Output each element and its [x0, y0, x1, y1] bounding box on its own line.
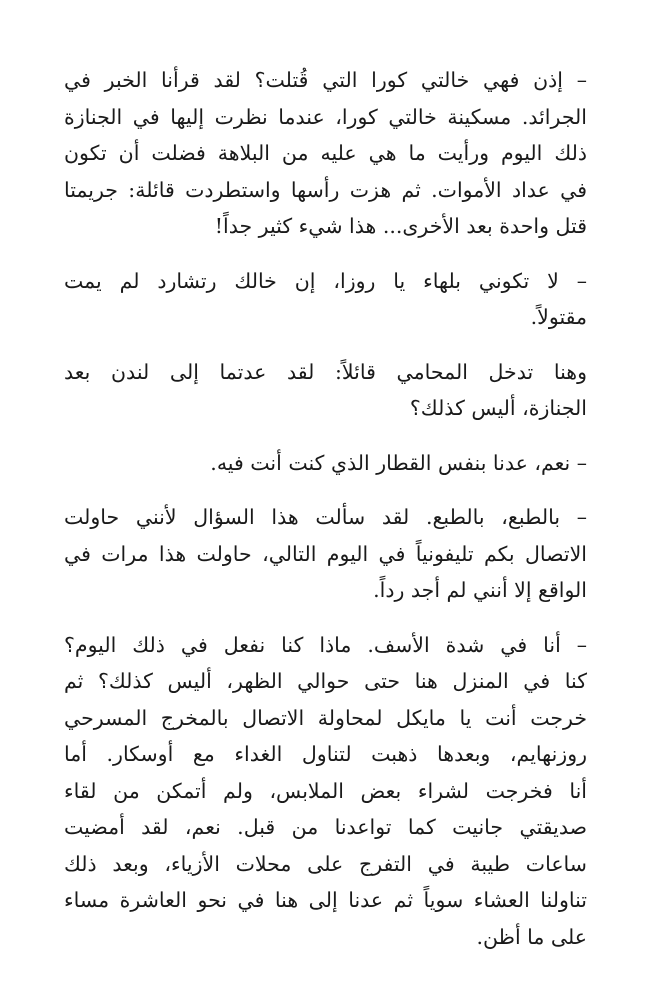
text-line: في عداد الأموات. ثم هزت رأسها واستطردت قائلة: جريمتا [64, 177, 587, 202]
paragraph-4 [64, 445, 587, 482]
text-line: وهنا تدخل المحامي قائلاً: لقد عدتما إلى لندن بعد [64, 359, 587, 384]
paragraph-1 [64, 62, 587, 245]
paragraph-2 [64, 263, 587, 336]
paragraph-6 [64, 627, 587, 956]
text-line: – إذن فهي خالتي كورا التي قُتلت؟ لقد قرأنا الخبر في [64, 68, 587, 92]
text-line: خرجت أنت يا مايكل لمحاولة الاتصال بالمخرج المسرحي [64, 705, 587, 730]
paragraph-3 [64, 354, 587, 427]
text-line: كنا في المنزل هنا حتى حوالي الظهر، أليس كذلك؟ ثم [64, 669, 587, 693]
text-line: ذلك اليوم ورأيت ما هي عليه من البلاهة فضلت أن تكون [64, 141, 587, 165]
text-line: – بالطبع، بالطبع. لقد سألت هذا السؤال لأنني حاولت [64, 505, 587, 529]
paragraph-5 [64, 499, 587, 609]
text-line: الاتصال بكم تليفونياً في اليوم التالي، حاولت هذا مرات في [64, 541, 587, 566]
text-line: قتل واحدة بعد الأخرى... هذا شيء كثير جداً! [214, 214, 587, 238]
text-line: – أنا في شدة الأسف. ماذا كنا نفعل في ذلك اليوم؟ [64, 632, 587, 657]
text-line: صديقتي جانيت كما تواعدنا من قبل. نعم، لقد أمضيت [64, 815, 587, 839]
text-line: ساعات طيبة في التفرج على محلات الأزياء، وبعد ذلك [64, 851, 587, 876]
text-line: الجنازة، أليس كذلك؟ [409, 396, 587, 420]
text-line: – لا تكوني بلهاء يا روزا، إن خالك رتشارد لم يمت [64, 268, 587, 293]
text-line: أنا فخرجت لشراء بعض الملابس، ولم أتمكن من لقاء [64, 778, 587, 803]
text-line: على ما أظن. [476, 924, 587, 949]
text-line: تناولنا العشاء سوياً ثم عدنا إلى هنا في نحو العاشرة مساء [64, 888, 587, 912]
text-line: – نعم، عدنا بنفس القطار الذي كنت أنت فيه. [210, 450, 587, 475]
text-line: روزنهايم، وبعدها ذهبت لتناول الغداء مع أوسكار. أما [64, 742, 587, 766]
text-line: مقتولاً. [530, 305, 587, 329]
text-line: الجرائد. مسكينة خالتي كورا، عندما نظرت إليها في الجنازة [64, 104, 587, 129]
text-line: الواقع إلا أنني لم أجد رداً. [373, 578, 587, 602]
